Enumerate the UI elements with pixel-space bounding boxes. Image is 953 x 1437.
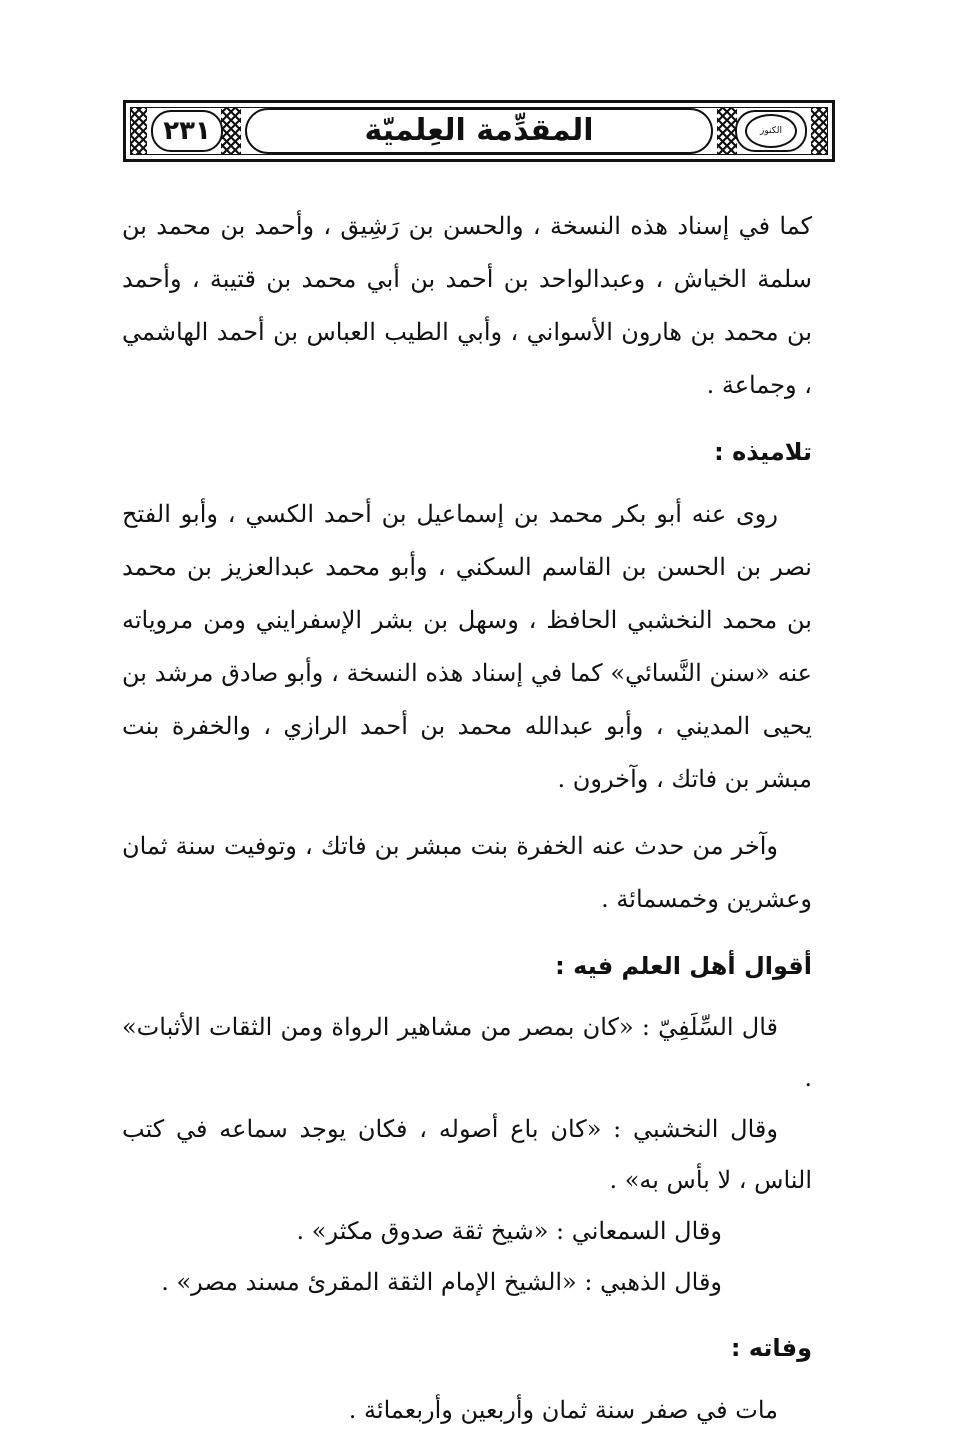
- page-number: ٢٣١: [163, 116, 211, 146]
- scholar-quote: وقال الذهبي : «الشيخ الإمام الثقة المقرئ مسند مصر» .: [161, 1268, 722, 1296]
- intro-paragraph: كما في إسناد هذه النسخة ، والحسن بن رَشِيق ، وأحمد بن محمد بن سلمة الخياش ، وعبدالواحد بن أحمد بن أبي محمد بن قتيبة ، وأحمد بن محمد بن هارون الأسواني ، وأبي الطيب العباس بن أحمد الهاشمي ، وجماعة .: [122, 212, 813, 399]
- header-ornament: [221, 108, 241, 154]
- seal-text: الكنوز: [760, 125, 782, 136]
- students-heading: تلاميذه :: [714, 438, 812, 466]
- header-ornament: [717, 108, 737, 154]
- scholar-quote: قال السِّلَفِيّ : «كان بمصر من مشاهير الرواة ومن الثقات الأثبات» .: [122, 1013, 812, 1092]
- seal-emblem: [745, 114, 797, 148]
- page-header: [123, 100, 835, 162]
- header-ornament: [131, 108, 147, 154]
- publisher-seal-icon: [735, 110, 807, 152]
- page-body: [122, 200, 812, 1437]
- scholars-heading: أقوال أهل العلم فيه :: [555, 952, 812, 980]
- students-paragraph: روى عنه أبو بكر محمد بن إسماعيل بن أحمد الكسي ، وأبو الفتح نصر بن الحسن بن القاسم السكني ، وأبو محمد عبدالعزيز بن محمد بن محمد النخشبي الحافظ ، وسهل بن بشر الإسفرايني ومن مروياته عنه «سنن النَّسائي» كما في إسناد هذه النسخة ، وأبو صادق مرشد بن يحيى المديني ، وأبو عبدالله محمد بن أحمد الرازي ، والخفرة بنت مبشر بن فاتك ، وآخرون .: [122, 500, 812, 793]
- header-ornament: [811, 108, 827, 154]
- page-number-box: [151, 110, 223, 152]
- death-paragraph: مات في صفر سنة ثمان وأربعين وأربعمائة .: [348, 1396, 778, 1424]
- title-cartouche: [245, 108, 713, 154]
- scholar-quote: وقال النخشبي : «كان باع أصوله ، فكان يوجد سماعه في كتب الناس ، لا بأس به» .: [122, 1115, 812, 1194]
- last-narrator-paragraph: وآخر من حدث عنه الخفرة بنت مبشر بن فاتك ، وتوفيت سنة ثمان وعشرين وخمسمائة .: [122, 832, 812, 913]
- death-heading: وفاته :: [730, 1334, 812, 1362]
- page-title: المقدِّمة العِلميّة: [364, 113, 594, 148]
- scholar-quote: وقال السمعاني : «شيخ ثقة صدوق مكثر» .: [296, 1217, 722, 1245]
